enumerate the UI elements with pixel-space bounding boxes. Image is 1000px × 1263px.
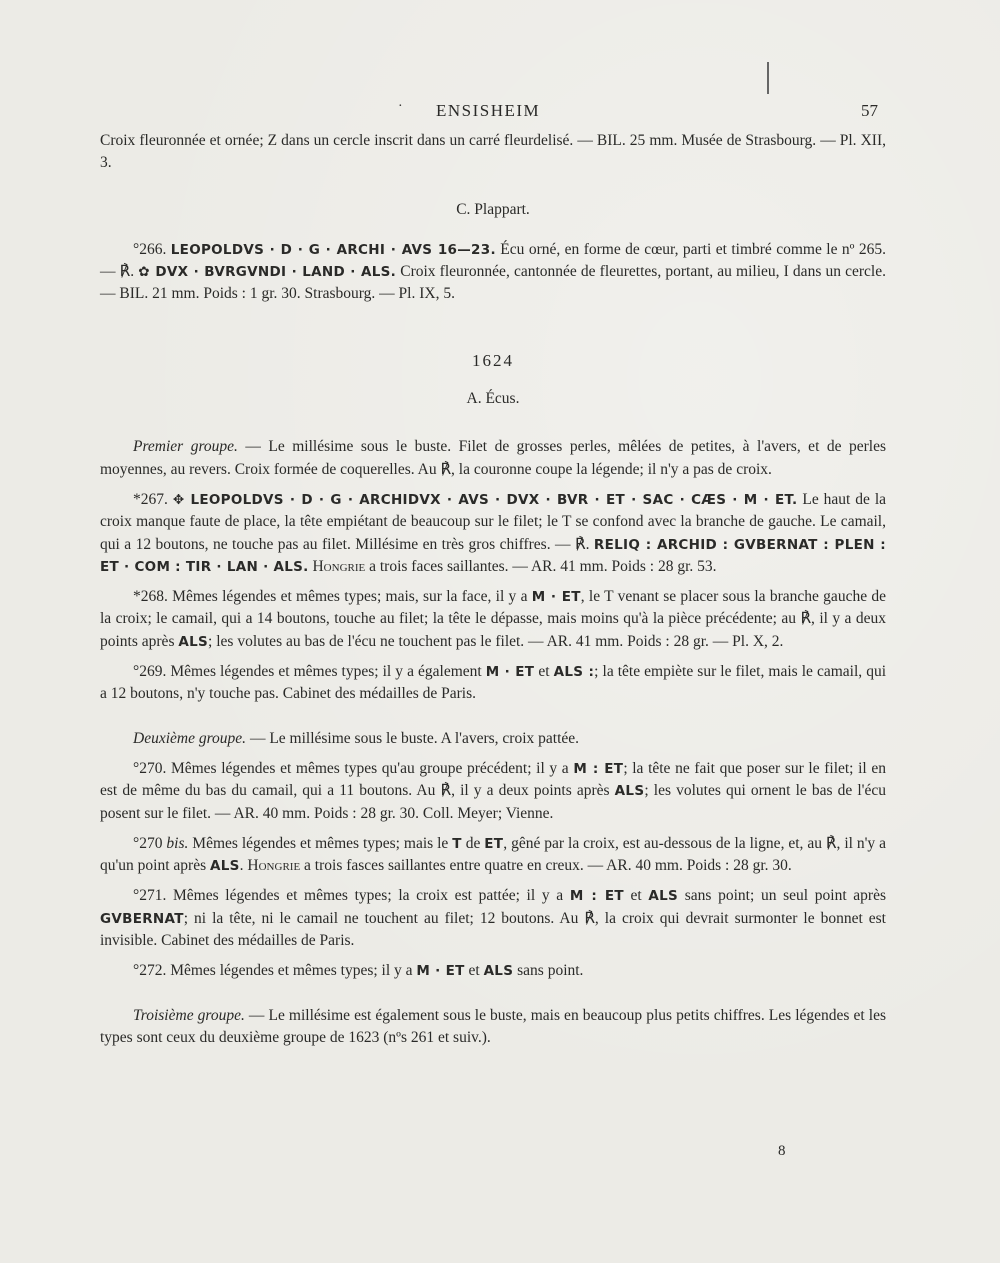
group-2-intro [100, 728, 886, 750]
coin-legend: M · ET [531, 589, 581, 606]
scan-mark [767, 62, 769, 94]
coin-legend: ALS [483, 963, 514, 980]
entry-269 [100, 661, 886, 706]
coin-legend: GVBERNAT [100, 910, 184, 927]
section-heading-plappart: C. Plappart. [456, 200, 530, 218]
entry-text: Croix fleuronnée, cantonnée de fleurettes, portant, au milieu, I dans un cercle. — BIL. 21 mm. Poids : 1 gr. 30. Strasbourg. — Pl. IX, 5. [100, 263, 886, 303]
group-label: Troisième groupe. [133, 1006, 245, 1024]
entry-271 [100, 885, 886, 952]
coin-legend: ET [484, 835, 504, 852]
entry-266 [100, 239, 886, 306]
coin-legend: T [452, 835, 462, 852]
section-heading-ecus: A. Écus. [466, 390, 520, 408]
entry-text: , gêné par la croix, est au-dessous de la ligne, et, au ℟, il n'y a qu'un point après [100, 834, 886, 875]
coin-legend: ALS [178, 633, 209, 650]
entry-text: ; ni la tête, ni le camail ne touchent au filet; 12 boutons. Au ℟, la croix qui devrait surmonter le bonnet est invisible. Cabinet des médailles de Paris. [100, 909, 886, 950]
coin-legend: RELIQ : ARCHID : GVBERNAT : PLEN : ET · COM : TIR · LAN · ALS. [100, 536, 886, 575]
entry-272 [100, 960, 886, 982]
entry-text: sans point. [513, 962, 584, 980]
running-title: ENSISHEIM [436, 101, 541, 120]
coin-legend: ALS [614, 783, 645, 800]
entry-text: Mêmes légendes et mêmes types; mais, sur la face, il y a [167, 588, 532, 606]
entry-text: et [464, 962, 484, 980]
coin-legend: ✥ LEOPOLDVS · D · G · ARCHIDVX · AVS · DVX · BVR · ET · SAC · CÆS · M · ET. [172, 491, 798, 508]
entry-text: sans point; un seul point après [678, 887, 887, 905]
page-body [100, 130, 886, 1049]
coin-legend: M · ET [416, 963, 465, 980]
coin-legend: ALS [209, 858, 240, 875]
coin-legend: ALS [648, 888, 679, 905]
entry-text: a trois faces saillantes. — AR. 41 mm. Poids : 28 gr. 53. [365, 557, 717, 575]
coin-legend: ✿ DVX · BVRGVNDI · LAND · ALS. [138, 264, 397, 281]
entry-number: °271. [133, 887, 167, 905]
entry-text: ; les volutes qui ornent le bas de l'écu posent sur le filet. — AR. 40 mm. Poids : 28 gr. 30. Coll. Meyer; Vienne. [100, 782, 886, 822]
entry-text: ; la tête ne fait que poser sur le filet; il en est de même du bas du camail, qui a 11 boutons. Au ℟, il y a deux points après [100, 759, 886, 800]
entry-text: ; la tête empiète sur le filet, mais le camail, qui a 12 boutons, n'y touche pas. Cabinet des médailles de Paris. [100, 663, 887, 703]
coin-legend: M : ET [569, 888, 624, 905]
page-number: 57 [861, 101, 878, 120]
entry-number: °272. [133, 962, 167, 980]
entry-text: et [623, 887, 649, 905]
entry-text: Mêmes légendes et mêmes types; la croix est pattée; il y a [166, 887, 570, 905]
entry-text: Le haut de la croix manque faute de place, la tête empiétant de beaucoup sur le filet; le T se confond avec la branche de gauche. Le camail, qui a 12 boutons, ne touche pas au filet. Millésime en très gros chiffres. — ℟. [100, 490, 887, 553]
entry-text: Écu orné, en forme de cœur, parti et timbré comme le nº 265. — ℟. [100, 240, 887, 281]
small-caps-text: Hongrie [247, 857, 301, 875]
entry-number: °269. [133, 663, 167, 681]
coin-legend: M · ET [485, 664, 535, 681]
small-caps-text: Hongrie [308, 557, 366, 575]
group-text: — Le millésime sous le buste. A l'avers, croix pattée. [246, 729, 580, 747]
entry-text: et [534, 663, 554, 681]
entry-270-bis [100, 833, 886, 878]
entry-text: de [461, 834, 485, 852]
coin-legend: ALS : [553, 664, 595, 681]
group-text: — Le millésime est également sous le buste, mais en beaucoup plus petits chiffres. Les légendes et les types sont ceux du deuxième groupe de 1623 (nºs 261 et suiv.). [100, 1006, 886, 1046]
page-header [100, 101, 878, 125]
coin-legend: M : ET [573, 760, 624, 777]
coin-legend: LEOPOLDVS · D · G · ARCHI · AVS 16—23. [170, 241, 496, 258]
entry-text: ; les volutes au bas de l'écu ne touchent pas le filet. — AR. 41 mm. Poids : 28 gr. — Pl. X, 2. [208, 632, 784, 650]
entry-text: Mêmes légendes et mêmes types qu'au groupe précédent; il y a [166, 759, 574, 777]
header-dot: · [398, 99, 403, 114]
entry-text: Mêmes légendes et mêmes types; il y a également [166, 663, 486, 681]
paragraph-continuation: Croix fleuronnée et ornée; Z dans un cercle inscrit dans un carré fleurdelisé. — BIL. 25 mm. Musée de Strasbourg. — Pl. XII, 3. [100, 132, 886, 172]
entry-267 [100, 489, 886, 578]
entry-number: *268. [133, 588, 168, 606]
entry-text: . [239, 857, 248, 875]
group-text: — Le millésime sous le buste. Filet de grosses perles, mêlées de petites, à l'avers, et de perles moyennes, au revers. Croix formée de coquerelles. Au ℟, la couronne coupe la légende; il n'y a pas de croix. [100, 438, 886, 478]
year-heading: 1624 [472, 350, 514, 370]
entry-number: *267. [133, 490, 168, 508]
entry-text: a trois fasces saillantes entre quatre en creux. — AR. 40 mm. Poids : 28 gr. 30. [300, 857, 792, 875]
group-3-intro [100, 1005, 886, 1050]
entry-270 [100, 758, 886, 825]
group-label: Deuxième groupe. [133, 729, 247, 747]
entry-text: , le T venant se placer sous la branche gauche de la croix; le camail, qui a 14 boutons, touche au filet; la tête le dépasse, mais moins qu'à la pièce précédente; au ℟, il y a deux points après [100, 588, 886, 650]
entry-text: Mêmes légendes et mêmes types; il y a [166, 962, 417, 980]
signature-mark: 8 [778, 1143, 786, 1159]
bis-label: bis. [162, 834, 189, 852]
entry-text: Mêmes légendes et mêmes types; mais le [188, 834, 453, 852]
group-label: Premier groupe. [133, 438, 238, 456]
group-1-intro [100, 436, 886, 481]
entry-number: °270. [133, 759, 167, 777]
entry-268 [100, 586, 886, 653]
entry-number: °266. [133, 240, 167, 258]
entry-number: °270 [133, 834, 163, 852]
